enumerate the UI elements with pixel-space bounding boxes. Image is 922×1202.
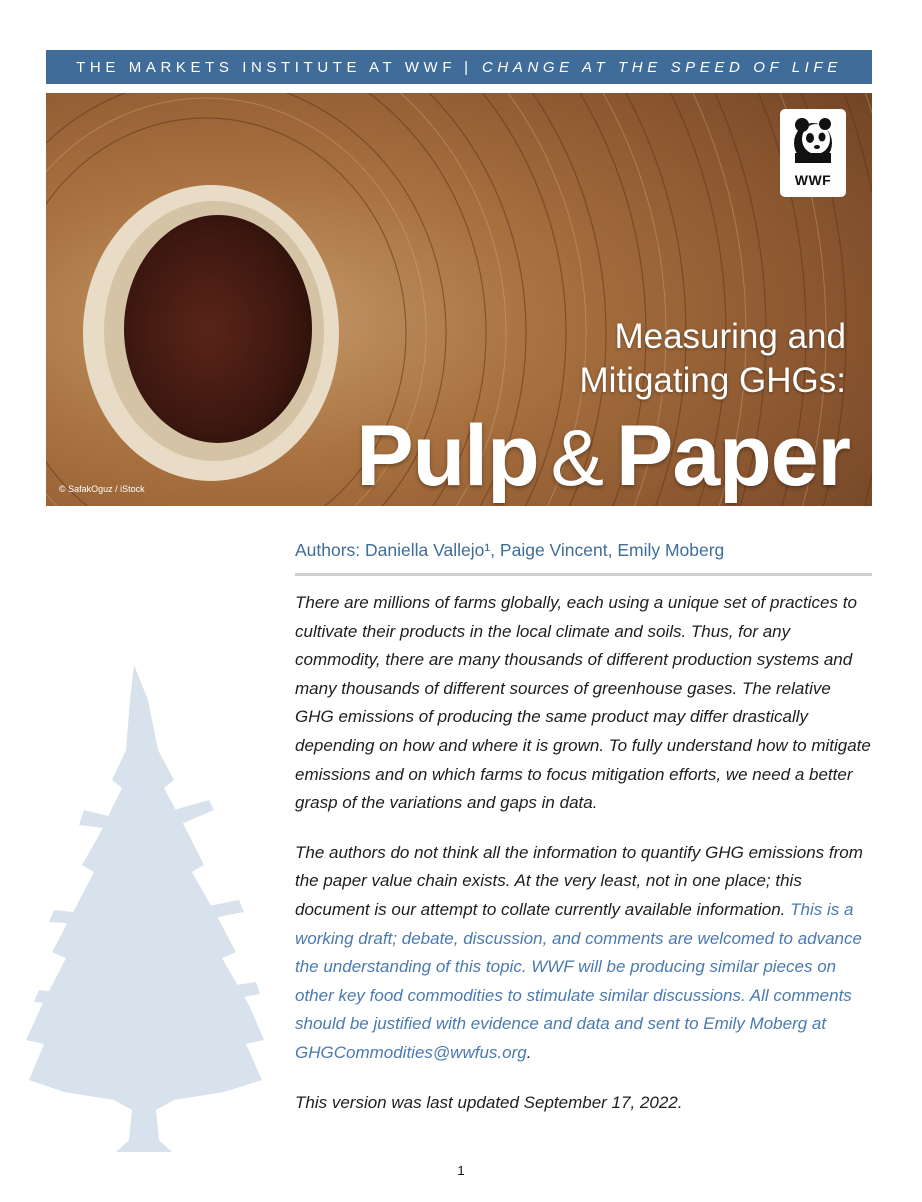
wwf-logo	[780, 109, 846, 197]
page-number: 1	[457, 1163, 465, 1178]
photo-credit: © SafakOguz / iStock	[59, 484, 145, 494]
banner-separator: |	[464, 58, 468, 76]
main-content	[295, 540, 872, 1117]
hero-title-line1: Measuring and	[614, 317, 846, 356]
hero-image	[46, 93, 872, 506]
banner-org: THE MARKETS INSTITUTE AT WWF	[76, 58, 457, 76]
hero-title	[580, 315, 846, 403]
tree-illustration	[24, 660, 264, 1155]
disclaimer-end: .	[526, 1042, 532, 1062]
disclaimer-text: The authors do not think all the information to quantify GHG emissions from the paper value chain exists. At the very least, not in one place; this document is our attempt to collate currently available information.	[295, 842, 863, 919]
banner-slogan: CHANGE AT THE SPEED OF LIFE	[482, 58, 842, 76]
hero-word-pulp: Pulp	[356, 408, 539, 504]
panda-icon	[780, 109, 846, 169]
wwf-logo-text: WWF	[794, 172, 832, 188]
top-banner	[46, 50, 872, 84]
updated-line: This version was last updated September 17, 2022.	[295, 1092, 683, 1112]
hero-ampersand: &	[550, 413, 604, 502]
disclaimer-paragraph	[295, 839, 872, 1068]
authors-line: Authors: Daniella Vallejo¹, Paige Vincent, Emily Moberg	[295, 540, 872, 576]
hero-main-title	[356, 408, 850, 506]
draft-notice-text: This is a working draft; debate, discussion, and comments are welcomed to advance the understanding of this topic. WWF will be producing similar pieces on other key food commodities to stimulate similar discussions. All comments should be justified with evidence and data and sent to Emily Moberg at GHGCommodities@wwfus.org	[295, 899, 862, 1062]
hero-title-line2: Mitigating GHGs:	[579, 361, 846, 400]
hero-word-paper: Paper	[615, 408, 850, 504]
intro-paragraph: There are millions of farms globally, each using a unique set of practices to cultivate their products in the local climate and soils. Thus, for any commodity, there are many thousands of different production systems and many thousands of different sources of greenhouse gases. The relative GHG emissions of producing the same product may differ drastically depending on how and where it is grown. To fully understand how to mitigate emissions and on which farms to focus mitigation efforts, we need a better grasp of the variations and gaps in data.	[295, 593, 871, 813]
